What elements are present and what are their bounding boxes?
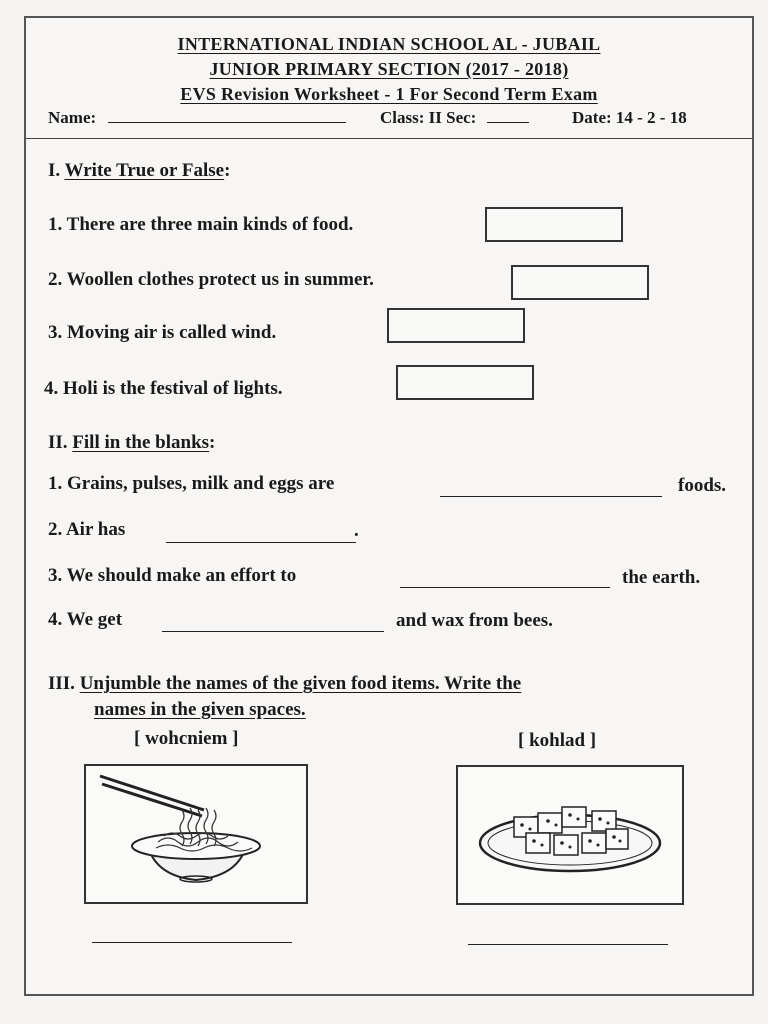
date-label: Date: 14 - 2 - 18 bbox=[572, 108, 687, 127]
section1-heading: I. Write True or False: bbox=[48, 160, 231, 181]
fill-blank-4[interactable] bbox=[162, 631, 384, 632]
class-field bbox=[380, 108, 529, 128]
section-name: JUNIOR PRIMARY SECTION (2017 - 2018) bbox=[209, 59, 569, 79]
section3-heading: III. Unjumble the names of the given food items. Write the bbox=[48, 673, 522, 694]
date-field bbox=[572, 108, 687, 128]
class-label: Class: II Sec: bbox=[380, 108, 477, 127]
dhokla-plate-icon bbox=[458, 767, 682, 903]
name-label: Name: bbox=[48, 108, 97, 127]
fill-question-4: 4. We get bbox=[48, 609, 123, 630]
school-name: INTERNATIONAL INDIAN SCHOOL AL - JUBAIL bbox=[177, 34, 601, 54]
header-divider bbox=[26, 138, 752, 139]
fill-question-1: 1. Grains, pulses, milk and eggs are bbox=[48, 473, 335, 494]
noodles-bowl-icon bbox=[86, 766, 306, 902]
tf-answer-box-2[interactable] bbox=[511, 265, 649, 300]
tf-answer-box-4[interactable] bbox=[396, 365, 534, 400]
jumbled-word-2: [ kohlad ] bbox=[518, 730, 597, 751]
dhokla-picture-box bbox=[456, 765, 684, 905]
name-field bbox=[48, 108, 346, 128]
student-info-row bbox=[48, 108, 732, 132]
unjumble-answer-blank-1[interactable] bbox=[92, 942, 292, 943]
fill-blank-1[interactable] bbox=[440, 496, 662, 497]
fill-question-1-end: foods. bbox=[678, 475, 727, 496]
tf-question-2: 2. Woollen clothes protect us in summer. bbox=[48, 269, 374, 290]
fill-question-2-end: . bbox=[354, 520, 359, 541]
unjumble-answer-blank-2[interactable] bbox=[468, 944, 668, 945]
worksheet-title: EVS Revision Worksheet - 1 For Second Term Exam bbox=[180, 84, 598, 104]
sec-blank[interactable] bbox=[487, 122, 529, 123]
fill-question-3: 3. We should make an effort to bbox=[48, 565, 297, 586]
section3-heading-line2: names in the given spaces. bbox=[94, 699, 306, 720]
fill-question-4-end: and wax from bees. bbox=[396, 610, 553, 631]
section2-heading: II. Fill in the blanks: bbox=[48, 432, 216, 453]
fill-question-2: 2. Air has bbox=[48, 519, 126, 540]
worksheet-page bbox=[24, 16, 754, 996]
jumbled-word-1: [ wohcniem ] bbox=[134, 728, 239, 749]
tf-question-4: 4. Holi is the festival of lights. bbox=[44, 378, 283, 399]
fill-question-3-end: the earth. bbox=[622, 567, 701, 588]
fill-blank-3[interactable] bbox=[400, 587, 610, 588]
tf-question-1: 1. There are three main kinds of food. bbox=[48, 214, 354, 235]
noodles-picture-box bbox=[84, 764, 308, 904]
fill-blank-2[interactable] bbox=[166, 542, 356, 543]
tf-answer-box-3[interactable] bbox=[387, 308, 525, 343]
tf-answer-box-1[interactable] bbox=[485, 207, 623, 242]
name-blank[interactable] bbox=[108, 122, 346, 123]
tf-question-3: 3. Moving air is called wind. bbox=[48, 322, 277, 343]
